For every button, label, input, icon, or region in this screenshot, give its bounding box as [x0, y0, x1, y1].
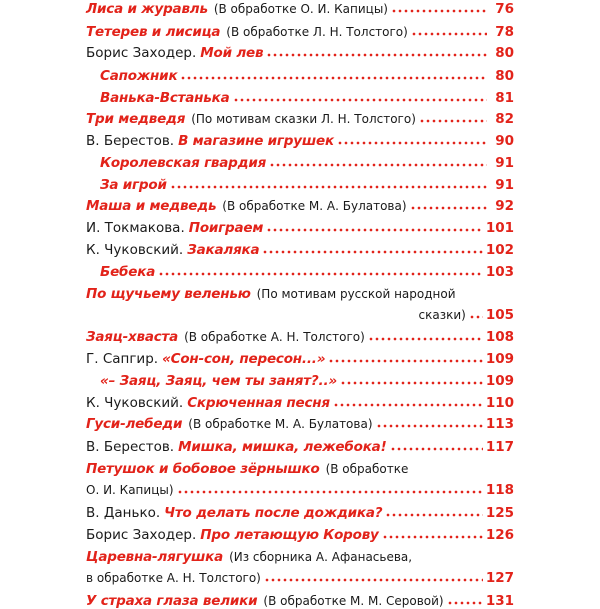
entry-note: (В обработке М. А. Булатова) [188, 417, 373, 431]
entry-title: Три медведя [86, 111, 186, 127]
dot-leader [337, 141, 487, 145]
entry-title: Ванька-Встанька [100, 90, 230, 106]
entry-note: (В обработке А. Н. Толстого) [184, 330, 365, 344]
dot-leader [177, 490, 483, 494]
dot-leader [390, 447, 483, 451]
page-number: 82 [495, 111, 514, 127]
entry-title: Про летающую Корову [200, 527, 379, 543]
dot-leader [410, 206, 487, 210]
page-number: 101 [485, 220, 514, 236]
toc-entry[interactable] [100, 151, 514, 171]
page-number: 109 [485, 351, 514, 367]
dot-leader [266, 228, 483, 232]
entry-title: Мишка, мишка, лежебока! [178, 439, 387, 455]
entry-author: В. Берестов. [86, 439, 175, 455]
dot-leader [447, 601, 483, 605]
entry-title: По щучьему веленью [86, 286, 251, 302]
toc-entry[interactable] [100, 369, 514, 389]
entry-title: Закаляка [187, 242, 260, 258]
page-number: 127 [485, 570, 514, 586]
dot-leader [385, 513, 482, 517]
toc-entry[interactable] [100, 173, 514, 193]
dot-leader [333, 403, 483, 407]
dot-leader [328, 359, 483, 363]
entry-title: Царевна-лягушка [86, 549, 224, 565]
dot-leader [368, 337, 483, 341]
toc-entry[interactable] [100, 64, 514, 84]
dot-leader [340, 381, 483, 385]
toc-entry[interactable] [86, 0, 514, 17]
page-number: 80 [495, 45, 514, 61]
entry-author: В. Данько. [86, 505, 161, 521]
entry-title: Лиса и журавль [86, 1, 208, 17]
entry-note: в обработке А. Н. Толстого) [86, 571, 261, 585]
entry-title: Заяц-хваста [86, 329, 179, 345]
entry-title: Бебека [100, 264, 156, 280]
entry-title: За игрой [100, 177, 167, 193]
dot-leader [411, 32, 487, 36]
toc-entry[interactable] [86, 347, 514, 367]
entry-title: Тетерев и лисица [86, 24, 221, 40]
entry-note: О. И. Капицы) [86, 483, 174, 497]
toc-entry[interactable] [100, 86, 514, 106]
entry-title: Поиграем [188, 220, 264, 236]
entry-author: К. Чуковский. [86, 242, 184, 258]
page-number: 126 [485, 527, 514, 543]
dot-leader [269, 163, 487, 167]
toc-entry[interactable] [86, 41, 514, 61]
page-number: 109 [485, 373, 514, 389]
dot-leader [391, 9, 487, 13]
page-number: 76 [495, 1, 514, 17]
entry-title: Петушок и бобовое зёрнышко [86, 461, 320, 477]
toc-entry[interactable] [86, 457, 514, 477]
toc-entry[interactable] [86, 545, 514, 565]
entry-note: (В обработке М. М. Серовой) [263, 594, 444, 608]
toc-entry[interactable] [86, 282, 514, 302]
toc-entry[interactable] [86, 435, 514, 455]
entry-title: «– Заяц, Заяц, чем ты занят?..» [100, 373, 337, 389]
toc-entry[interactable] [86, 501, 514, 521]
page-number: 103 [485, 264, 514, 280]
entry-note: (В обработке [325, 462, 409, 476]
dot-leader [158, 272, 483, 276]
page-number: 117 [485, 439, 514, 455]
entry-author: Борис Заходер. [86, 527, 197, 543]
dot-leader [233, 98, 487, 102]
toc-entry[interactable] [86, 20, 514, 40]
entry-title: Сапожник [100, 68, 178, 84]
page-number: 110 [485, 395, 514, 411]
dot-leader [264, 578, 483, 582]
entry-author: Борис Заходер. [86, 45, 197, 61]
page-number: 91 [495, 177, 514, 193]
page-number: 131 [485, 593, 514, 609]
entry-note: (В обработке М. А. Булатова) [222, 199, 407, 213]
dot-leader [382, 535, 483, 539]
page-number: 90 [495, 133, 514, 149]
toc-entry[interactable] [86, 238, 514, 258]
entry-title: Скрюченная песня [187, 395, 330, 411]
toc-entry[interactable] [86, 412, 514, 432]
dot-leader [419, 119, 487, 123]
entry-title: Королевская гвардия [100, 155, 267, 171]
toc-entry[interactable] [86, 391, 514, 411]
toc-entry[interactable] [86, 129, 514, 149]
dot-leader [469, 315, 483, 319]
toc-entry-continuation[interactable] [86, 478, 514, 498]
entry-title: Маша и медведь [86, 198, 217, 214]
entry-author: И. Токмакова. [86, 220, 185, 236]
entry-note: (По мотивам сказки Л. Н. Толстого) [191, 112, 416, 126]
toc-entry-continuation[interactable] [86, 303, 514, 323]
entry-author: В. Берестов. [86, 133, 175, 149]
entry-note: (Из сборника А. Афанасьева, [229, 550, 413, 564]
dot-leader [262, 250, 482, 254]
entry-title: У страха глаза велики [86, 593, 258, 609]
entry-title: Гуси-лебеди [86, 416, 183, 432]
toc-entry[interactable] [86, 325, 514, 345]
page-number: 108 [485, 329, 514, 345]
page-number: 92 [495, 198, 514, 214]
entry-title: Что делать после дождика? [164, 505, 383, 521]
dot-leader [170, 185, 487, 189]
entry-author: Г. Сапгир. [86, 351, 159, 367]
toc-entry[interactable] [86, 523, 514, 543]
toc-entry-continuation[interactable] [86, 566, 514, 586]
entry-note: (По мотивам русской народной [256, 287, 456, 301]
toc-entry[interactable] [86, 589, 514, 609]
entry-title: В магазине игрушек [178, 133, 334, 149]
entry-note: (В обработке Л. Н. Толстого) [226, 25, 408, 39]
page-number: 78 [495, 24, 514, 40]
page-number: 102 [485, 242, 514, 258]
toc-entry[interactable] [86, 194, 514, 214]
page-number: 91 [495, 155, 514, 171]
page-number: 118 [485, 482, 514, 498]
toc-entry[interactable] [86, 107, 514, 127]
dot-leader [180, 76, 487, 80]
entry-title: Мой лев [200, 45, 264, 61]
page-number: 81 [495, 90, 514, 106]
entry-note: сказки) [418, 308, 466, 322]
entry-title: «Сон-сон, пересон...» [162, 351, 326, 367]
page-number: 113 [485, 416, 514, 432]
page-number: 80 [495, 68, 514, 84]
page-number: 125 [485, 505, 514, 521]
toc-entry[interactable] [100, 260, 514, 280]
page-number: 105 [485, 307, 514, 323]
dot-leader [376, 424, 483, 428]
dot-leader [266, 53, 487, 57]
entry-author: К. Чуковский. [86, 395, 184, 411]
entry-note: (В обработке О. И. Капицы) [213, 2, 388, 16]
toc-entry[interactable] [86, 216, 514, 236]
